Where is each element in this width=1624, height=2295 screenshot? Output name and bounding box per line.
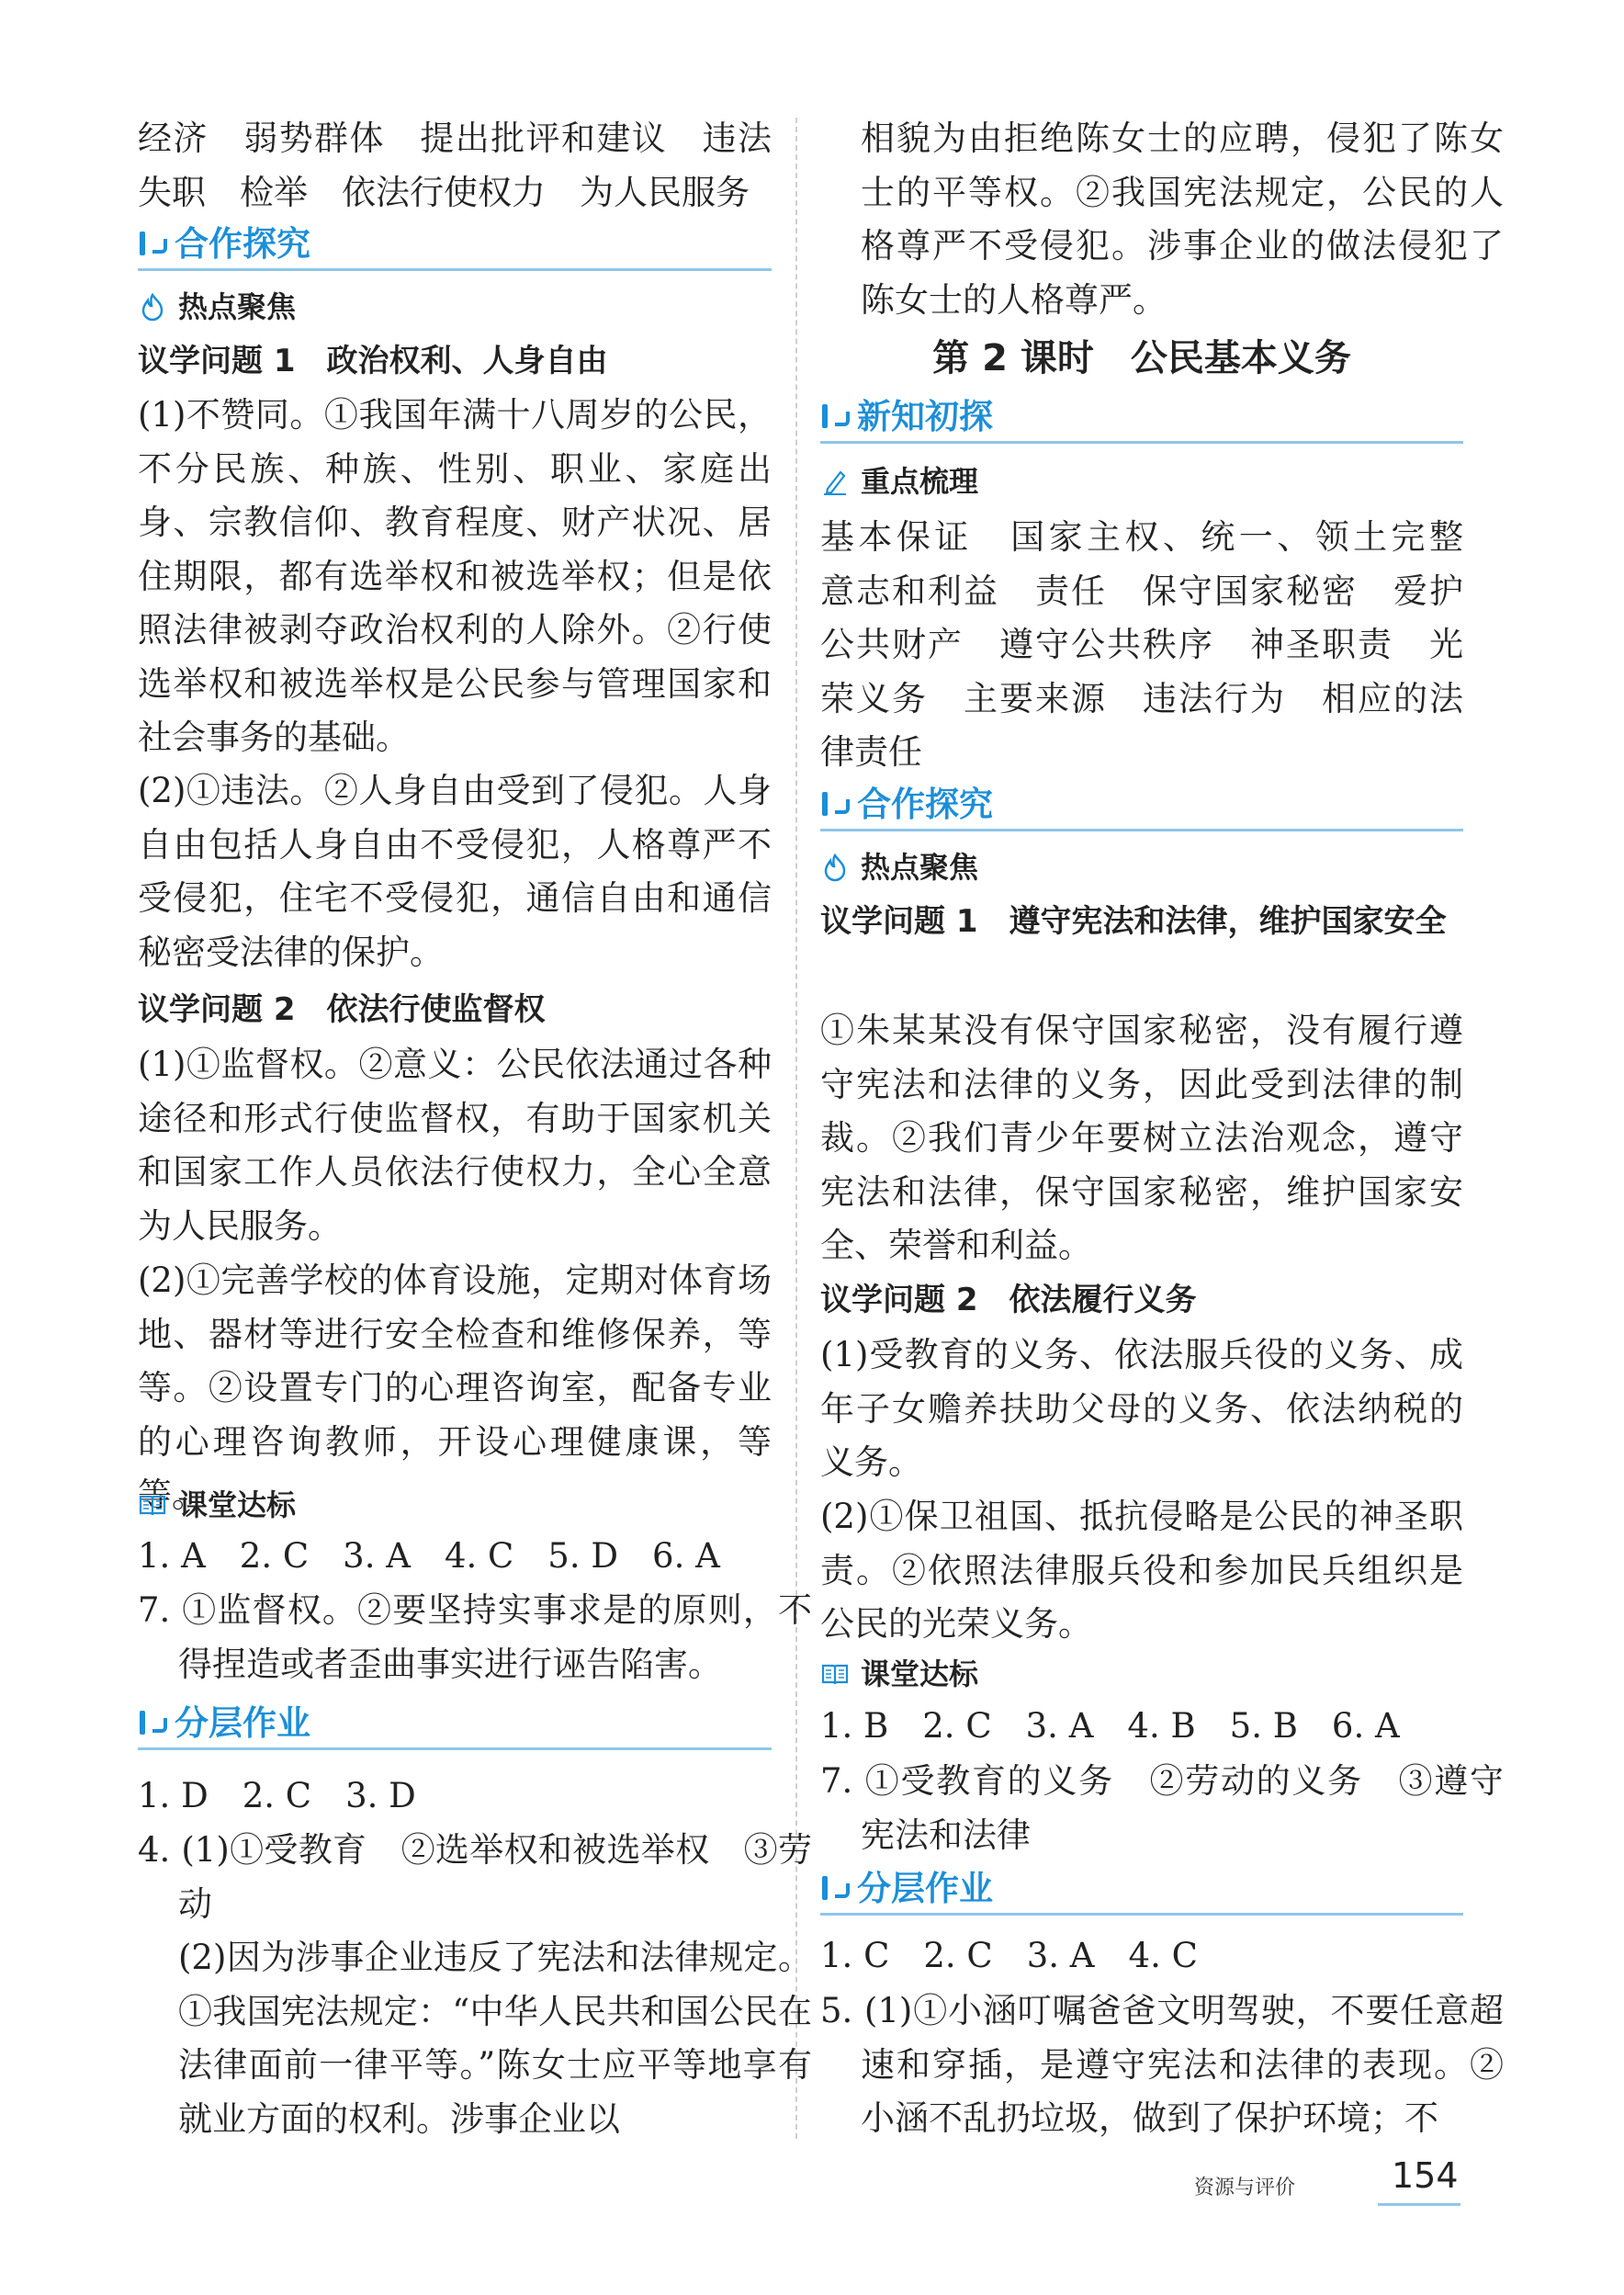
section-header-hezuo — [820, 781, 1463, 832]
choice-answers: 1. C 2. C 3. A 4. C — [820, 1936, 1198, 1975]
answer-paragraph: (2)①保卫祖国、抵抗侵略是公民的神圣职责。②依照法律服兵役和参加民兵组织是公民的光荣义务。 — [820, 1497, 1463, 1644]
subheader-redian — [138, 287, 772, 329]
choice-answers: 1. B 2. C 3. A 4. B 5. B 6. A — [820, 1706, 1400, 1746]
answer-paragraph: 5. (1)①小涵叮嘱爸爸文明驾驶，不要任意超速和穿插，是遵守宪法和法律的表现。②小涵不乱扔垃圾，做到了保护环境；不 — [820, 1991, 1504, 2138]
section-marker-icon — [140, 1711, 145, 1735]
pen-icon — [820, 467, 850, 496]
question-title: 议学问题 1 政治权利、人身自由 — [138, 343, 608, 379]
answer-paragraph: (1)不赞同。①我国年满十八周岁的公民，不分民族、种族、性别、职业、家庭出身、宗教信仰、教育程度、财产状况、居住期限，都有选举权和被选举权；但是依照法律被剥夺政治权利的人除外。②行使选举权和被选举权是公民参与管理国家和社会事务的基础。 — [138, 395, 772, 757]
choice-answers: 1. D 2. C 3. D — [138, 1776, 416, 1815]
section-title: 合作探究 — [175, 224, 310, 264]
section-header-fenceng — [138, 1700, 772, 1751]
section-header-xinzhi — [820, 393, 1463, 445]
lesson-title: 第 2 课时 公民基本义务 — [932, 337, 1351, 379]
section-title: 分层作业 — [175, 1703, 310, 1743]
subheader-redian — [820, 847, 1463, 889]
answer-paragraph: (2)①完善学校的体育设施，定期对体育场地、器材等进行安全检查和维修保养，等等。②设置专门的心理咨询室，配备专业的心理咨询教师，开设心理健康课，等等。 — [138, 1261, 772, 1515]
answer-paragraph: 7. ①监督权。②要坚持实事求是的原则，不得捏造或者歪曲事实进行诬告陷害。 — [138, 1590, 812, 1684]
section-title: 分层作业 — [857, 1869, 993, 1908]
question-title: 议学问题 1 遵守宪法和法律，维护国家安全 — [820, 903, 1447, 940]
section-title: 合作探究 — [857, 785, 993, 824]
answer-paragraph: 7. ①受教育的义务 ②劳动的义务 ③遵守宪法和法律 — [820, 1761, 1504, 1855]
subheader-ketang — [138, 1485, 772, 1527]
keywords-answer: 基本保证 国家主权、统一、领土完整 意志和利益 责任 保守国家秘密 爱护公共财产 遵守公共秩序 神圣职责 光荣义务 主要来源 违法行为 相应的法律责任 — [820, 517, 1497, 772]
subheader-title: 课堂达标 — [178, 1487, 297, 1522]
question-title: 议学问题 2 依法履行义务 — [820, 1282, 1197, 1318]
subheader-ketang — [820, 1654, 1463, 1696]
question-title: 议学问题 2 依法行使监督权 — [138, 991, 546, 1028]
footer-label: 资源与评价 — [1194, 2176, 1296, 2199]
choice-answers: 1. A 2. C 3. A 4. C 5. D 6. A — [138, 1536, 720, 1576]
subheader-title: 重点梳理 — [861, 464, 979, 499]
subheader-title: 热点聚焦 — [861, 850, 979, 885]
section-header-hezuo — [138, 220, 772, 272]
page-number-rule — [1378, 2203, 1460, 2206]
keywords-answer: 经济 弱势群体 提出批评和建议 违法失职 检举 依法行使权力 为人民服务 — [138, 119, 772, 212]
section-marker-icon — [822, 792, 828, 816]
flame-icon — [138, 292, 167, 322]
book-icon — [820, 1659, 850, 1689]
answer-paragraph: (2)①违法。②人身自由受到了侵犯。人身自由包括人身自由不受侵犯，人格尊严不受侵犯，住宅不受侵犯，通信自由和通信秘密受法律的保护。 — [138, 771, 772, 972]
answer-paragraph: ①朱某某没有保守国家秘密，没有履行遵守宪法和法律的义务，因此受到法律的制裁。②我们青少年要树立法治观念，遵守宪法和法律，保守国家秘密，维护国家安全、荣誉和利益。 — [820, 1011, 1463, 1265]
section-title: 新知初探 — [857, 397, 993, 436]
section-marker-icon — [822, 404, 828, 428]
answer-paragraph: 4. (1)①受教育 ②选举权和被选举权 ③劳动 — [138, 1830, 812, 1924]
answer-paragraph: (1)受教育的义务、依法服兵役的义务、成年子女赡养扶助父母的义务、依法纳税的义务。 — [820, 1335, 1463, 1482]
section-marker-icon — [140, 232, 145, 255]
flame-icon — [820, 853, 850, 882]
section-header-fenceng — [820, 1865, 1463, 1916]
answer-paragraph: (2)因为涉事企业违反了宪法和法律规定。①我国宪法规定：“中华人民共和国公民在法律面前一律平等。”陈女士应平等地享有就业方面的权利。涉事企业以 — [178, 1938, 812, 2139]
book-icon — [138, 1490, 167, 1520]
answer-paragraph: (1)①监督权。②意义：公民依法通过各种途径和形式行使监督权，有助于国家机关和国家工作人员依法行使权力，全心全意为人民服务。 — [138, 1045, 772, 1246]
section-marker-icon — [822, 1876, 828, 1900]
subheader-title: 热点聚焦 — [178, 289, 297, 324]
subheader-zhongdian — [820, 461, 1463, 503]
answer-paragraph: 相貌为由拒绝陈女士的应聘，侵犯了陈女士的平等权。②我国宪法规定，公民的人格尊严不受侵犯。涉事企业的做法侵犯了陈女士的人格尊严。 — [861, 119, 1504, 320]
subheader-title: 课堂达标 — [861, 1656, 979, 1691]
page-number: 154 — [1392, 2155, 1459, 2196]
